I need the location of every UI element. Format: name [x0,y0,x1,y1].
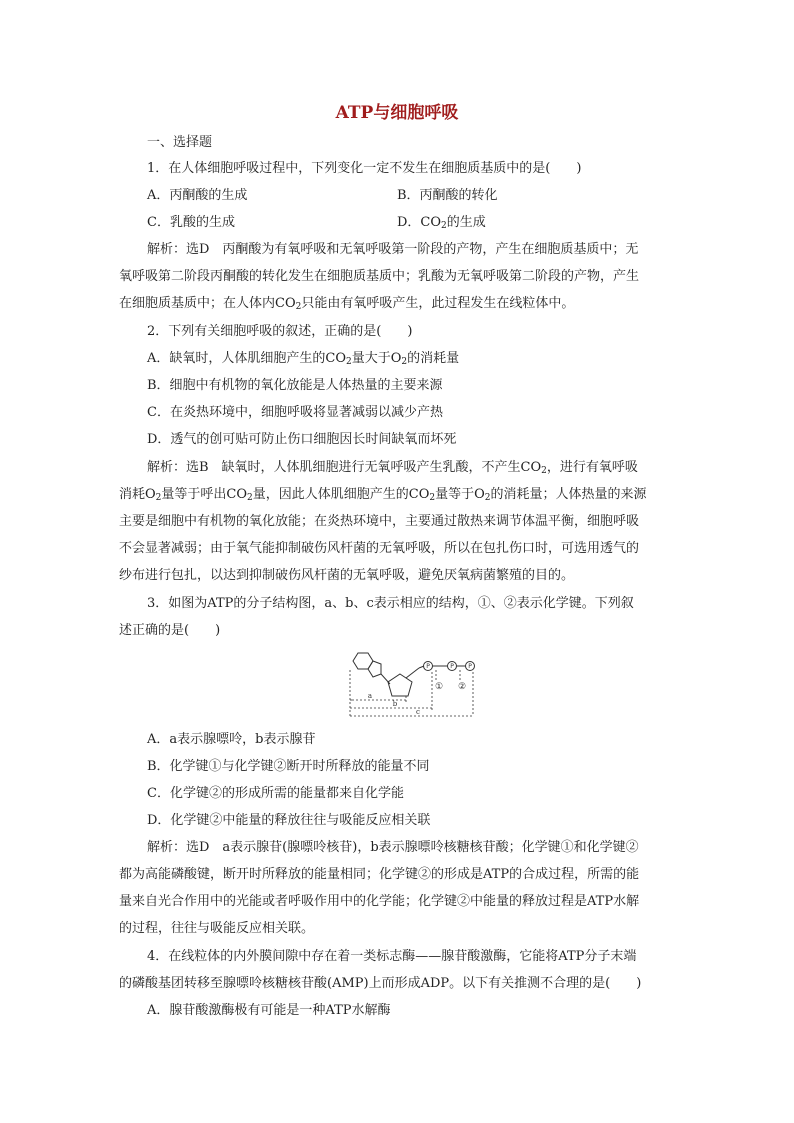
bond-2-label: ② [457,682,467,692]
section-heading: 一、选择题 [147,135,213,150]
atp-structure-diagram [340,648,480,720]
question-2-option-b: B．细胞中有机物的氧化放能是人体热量的主要来源 [147,378,443,393]
phosphate-label: P [450,663,454,671]
phosphate-label: P [468,663,472,671]
question-2-option-c: C．在炎热环境中，细胞呼吸将显著减弱以减少产热 [147,405,443,420]
adenine-pentagon [368,661,381,677]
question-4-stem: 的磷酸基团转移至腺嘌呤核糖核苷酸(AMP)上而形成ADP。以下有关推测不合理的是( ) [119,976,642,991]
bond-1-label: ① [434,682,444,692]
question-1-option-b: B．丙酮酸的转化 [397,188,498,203]
label-a: a [367,692,373,700]
question-3-option-d: D．化学键②中能量的释放往往与吸能反应相关联 [147,813,431,828]
question-2-explanation-line: 解析：选B 缺氧时，人体肌细胞进行无氧呼吸产生乳酸，不产生$CO_2$，进行有氧呼吸 [147,460,638,476]
question-3-option-a: A．a表示腺嘌呤，b表示腺苷 [147,732,316,747]
question-1-explanation-line: 解析：选D 丙酮酸为有氧呼吸和无氧呼吸第一阶段的产物，产生在细胞质基质中；无 [147,242,639,257]
question-2-explanation-line: 不会显著减弱；由于氧气能抑制破伤风杆菌的无氧呼吸，所以在包扎伤口时，可选用透气的 [119,541,640,556]
question-1-option-c: C．乳酸的生成 [147,215,235,230]
question-2-explanation-line: 消耗$O_2$量等于呼出$CO_2$量，因此人体肌细胞产生的$CO_2$量等于$O_2$的消耗量；人体热量的来源 [119,487,647,503]
phosphate-label: P [426,663,430,671]
question-2-stem: 2．下列有关细胞呼吸的叙述，正确的是( ) [147,324,413,339]
question-2-explanation-line: 主要是细胞中有机物的氧化放能；在炎热环境中，主要通过散热来调节体温平衡，细胞呼吸 [119,514,640,529]
question-2-option-d: D．透气的创可贴可防止伤口细胞因长时间缺氧而坏死 [147,432,457,447]
question-3-stem: 3．如图为ATP的分子结构图，a、b、c表示相应的结构，①、②表示化学键。下列叙 [147,596,634,611]
ribose-pentagon [388,674,412,696]
question-3-explanation-line: 的过程，往往与吸能反应相关联。 [119,921,315,936]
page-title: ATP与细胞呼吸 [335,103,459,123]
question-4-stem: 4．在线粒体的内外膜间隙中存在着一类标志酶——腺苷酸激酶，它能将ATP分子末端 [147,949,637,964]
label-b: b [392,700,398,708]
question-3-explanation-line: 解析：选D a表示腺苷(腺嘌呤核苷)，b表示腺嘌呤核糖核苷酸；化学键①和化学键② [147,840,639,855]
question-1-option-d: D．$CO_2$的生成 [397,215,486,231]
question-1-explanation-line: 氧呼吸第二阶段丙酮酸的转化发生在细胞质基质中；乳酸为无氧呼吸第二阶段的产物，产生 [119,269,640,284]
question-2-option-a: A．缺氧时，人体肌细胞产生的$CO_2$量大于$O_2$的消耗量 [147,351,460,367]
label-c: c [416,708,420,716]
question-1-stem: 1．在人体细胞呼吸过程中，下列变化一定不发生在细胞质基质中的是( ) [147,161,582,176]
question-3-option-b: B．化学键①与化学键②断开时所释放的能量不同 [147,759,430,774]
question-2-explanation-line: 纱布进行包扎，以达到抑制破伤风杆菌的无氧呼吸，避免厌氧病菌繁殖的目的。 [119,568,575,583]
question-1-option-a: A．丙酮酸的生成 [147,188,248,203]
question-3-stem: 述正确的是( ) [119,623,221,638]
question-3-explanation-line: 都为高能磷酸键，断开时所释放的能量相同；化学键②的形成是ATP的合成过程，所需的能 [119,867,640,882]
question-1-explanation-line: 在细胞质基质中；在人体内$CO_2$只能由有氧呼吸产生，此过程发生在线粒体中。 [119,296,575,312]
question-3-explanation-line: 量来自光合作用中的光能或者呼吸作用中的化学能；化学键②中能量的释放过程是ATP水解 [119,894,640,909]
question-4-option-a: A．腺苷酸激酶极有可能是一种ATP水解酶 [147,1003,391,1018]
question-3-option-c: C．化学键②的形成所需的能量都来自化学能 [147,786,404,801]
